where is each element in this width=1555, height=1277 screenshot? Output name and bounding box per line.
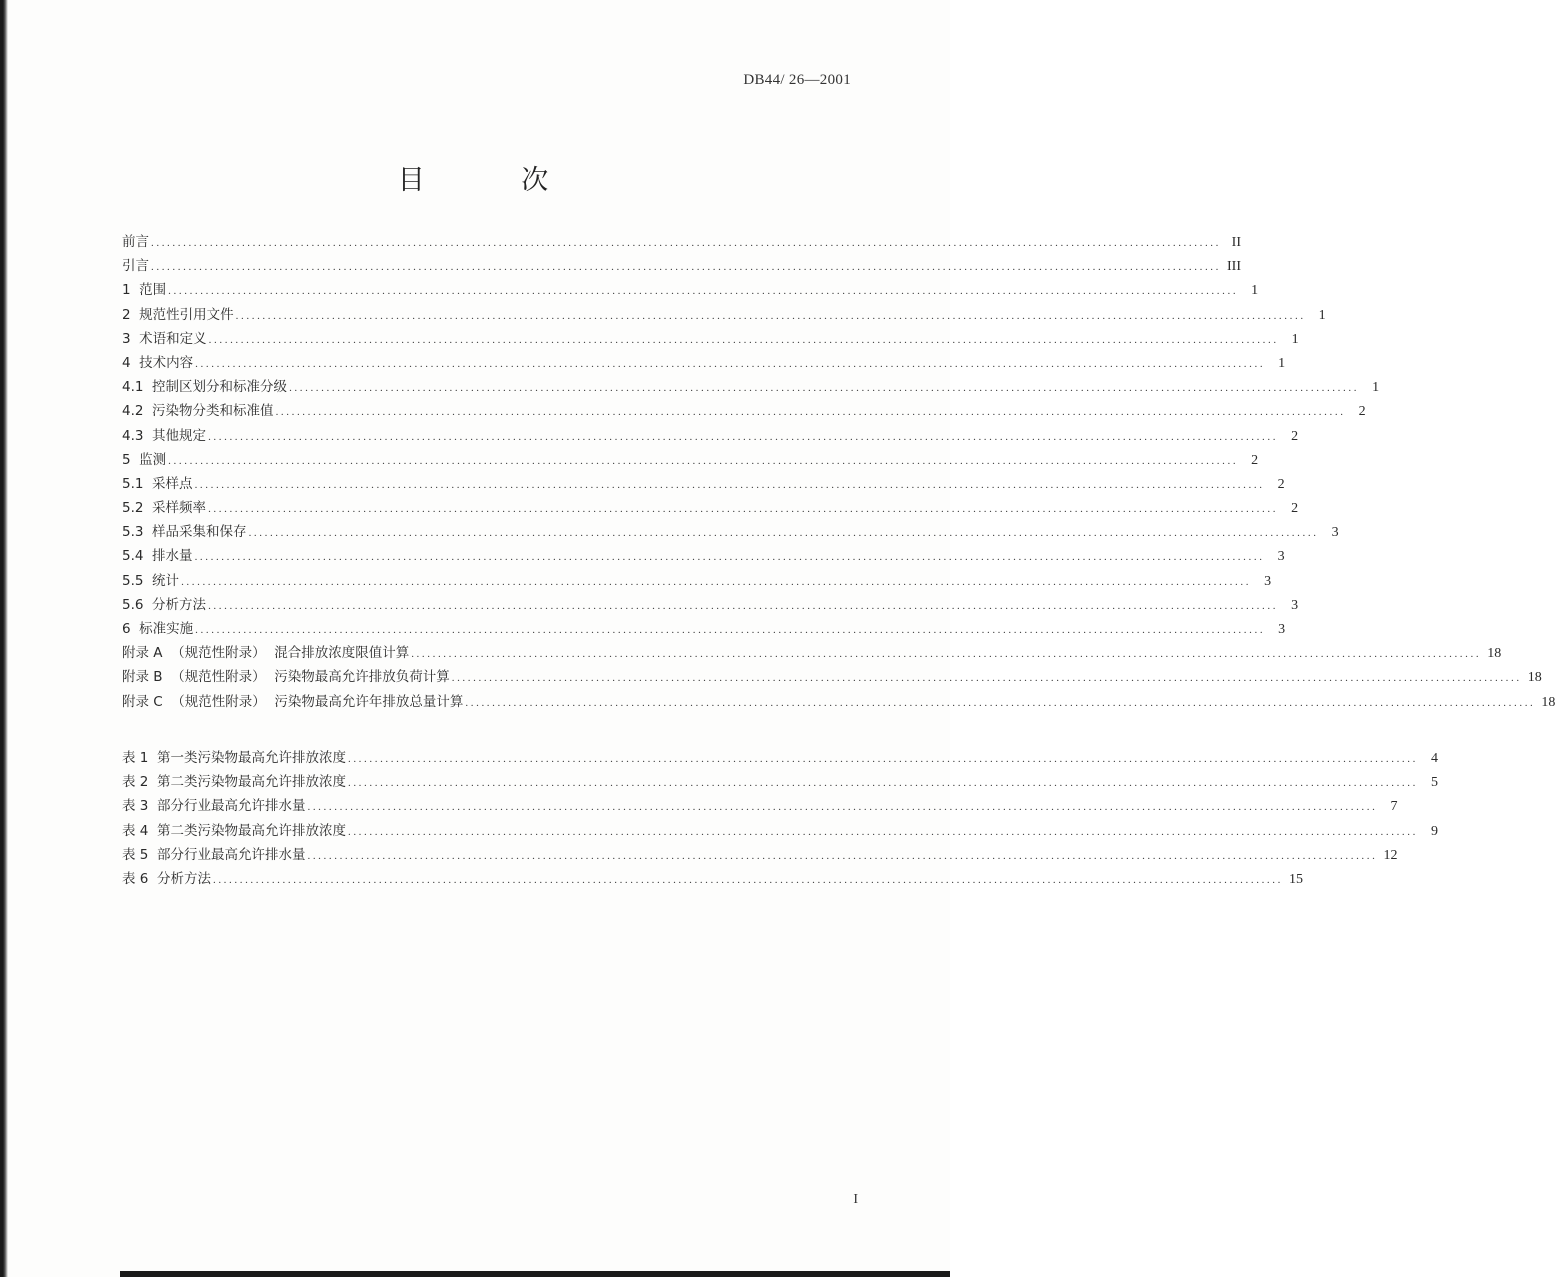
toc-entry-page: 1	[1291, 331, 1299, 347]
toc-entry-label: 表 5 部分行业最高允许排水量	[122, 846, 306, 863]
table-list-entry[interactable]	[122, 794, 1398, 818]
toc-entry[interactable]	[122, 665, 1542, 689]
toc-entry-label: 4 技术内容	[122, 354, 194, 371]
toc-entry-page: 2	[1358, 404, 1366, 420]
toc-entry[interactable]	[122, 472, 1285, 496]
toc-entry-label: 3 术语和定义	[122, 330, 207, 347]
toc-entry[interactable]	[122, 230, 1241, 254]
dot-leader: ........................................................................................................................................................................................................	[307, 801, 1378, 814]
toc-entry-label: 4.3 其他规定	[122, 427, 207, 444]
toc-entry-page: 2	[1277, 476, 1285, 492]
toc-entry-page: 2	[1291, 428, 1299, 444]
toc-entry-label: 5.1 采样点	[122, 475, 193, 492]
toc-entry[interactable]	[122, 641, 1502, 665]
dot-leader: ........................................................................................................................................................................................................	[168, 285, 1239, 298]
dot-leader: ........................................................................................................................................................................................................	[235, 309, 1306, 322]
toc-entry[interactable]	[122, 303, 1326, 327]
toc-entry-page: 1	[1278, 355, 1286, 371]
toc-entry[interactable]	[122, 690, 1555, 714]
toc-entry-label: 附录 B （规范性附录） 污染物最高允许排放负荷计算	[122, 669, 450, 686]
toc-entry-page: 3	[1277, 549, 1285, 565]
toc-entry-page: 12	[1383, 847, 1398, 863]
toc-entry-page: 15	[1288, 871, 1303, 887]
table-list-entry[interactable]	[122, 843, 1398, 867]
toc-entry-label: 5.2 采样频率	[122, 500, 207, 517]
toc-entry-label: 1 范围	[122, 282, 167, 299]
toc-entry-page: 3	[1331, 525, 1339, 541]
toc-entry[interactable]	[122, 399, 1366, 423]
toc-entry-label: 5.4 排水量	[122, 548, 193, 565]
dot-leader: ........................................................................................................................................................................................................	[195, 357, 1266, 370]
toc-entry[interactable]	[122, 617, 1286, 641]
toc-entry-label: 表 6 分析方法	[122, 870, 211, 887]
dot-leader: ........................................................................................................................................................................................................	[275, 406, 1346, 419]
dot-leader: ........................................................................................................................................................................................................	[168, 454, 1239, 467]
toc-entry-page: 18	[1487, 646, 1502, 662]
table-list-entry[interactable]	[122, 746, 1438, 770]
dot-leader: ........................................................................................................................................................................................................	[347, 777, 1418, 790]
toc-entry[interactable]	[122, 448, 1259, 472]
toc-entry-page: 2	[1291, 501, 1299, 517]
table-list-entry[interactable]	[122, 819, 1438, 843]
toc-entry-label: 表 1 第一类污染物最高允许排放浓度	[122, 750, 346, 766]
toc-entry-label: 表 2 第二类污染物最高允许排放浓度	[122, 774, 346, 791]
toc-entry[interactable]	[122, 520, 1339, 544]
toc-entry-page: 7	[1390, 799, 1398, 815]
table-of-contents	[122, 230, 1555, 714]
toc-entry[interactable]	[122, 351, 1286, 375]
toc-entry-page: 18	[1541, 694, 1555, 710]
toc-entry-label: 4.2 污染物分类和标准值	[122, 403, 274, 420]
page-number: I	[853, 1192, 858, 1207]
toc-entry-page: 18	[1527, 670, 1542, 686]
document-code: DB44/ 26—2001	[743, 72, 851, 88]
toc-entry-label: 5 监测	[122, 451, 167, 468]
dot-leader: ........................................................................................................................................................................................................	[465, 696, 1536, 709]
toc-entry-label: 4.1 控制区划分和标准分级	[122, 379, 288, 396]
toc-entry-label: 2 规范性引用文件	[122, 306, 234, 323]
list-of-tables	[122, 746, 1438, 891]
table-list-entry[interactable]	[122, 770, 1438, 794]
dot-leader: ........................................................................................................................................................................................................	[347, 753, 1418, 765]
toc-entry-label: 前言	[122, 234, 149, 250]
dot-leader: ........................................................................................................................................................................................................	[347, 825, 1418, 838]
dot-leader: ........................................................................................................................................................................................................	[195, 624, 1266, 636]
dot-leader: ........................................................................................................................................................................................................	[411, 648, 1482, 661]
dot-leader: ........................................................................................................................................................................................................	[289, 382, 1360, 395]
toc-entry[interactable]	[122, 544, 1285, 568]
toc-entry[interactable]	[122, 327, 1299, 351]
toc-entry-page: II	[1231, 235, 1241, 250]
toc-entry-label: 附录 A （规范性附录） 混合排放浓度限值计算	[122, 645, 410, 662]
toc-entry-label: 附录 C （规范性附录） 污染物最高允许年排放总量计算	[122, 693, 464, 710]
dot-leader: ........................................................................................................................................................................................................	[194, 551, 1265, 564]
dot-leader: ........................................................................................................................................................................................................	[151, 261, 1221, 274]
table-list-entry[interactable]	[122, 867, 1303, 891]
toc-entry-page: 1	[1372, 380, 1380, 396]
dot-leader: ........................................................................................................................................................................................................	[212, 873, 1283, 886]
dot-leader: ........................................................................................................................................................................................................	[194, 478, 1265, 491]
scan-bottom-edge	[120, 1271, 950, 1277]
dot-leader: ........................................................................................................................................................................................................	[208, 503, 1279, 516]
toc-entry-page: 1	[1318, 307, 1326, 323]
toc-entry-page: 3	[1264, 573, 1272, 589]
toc-entry-page: 2	[1251, 452, 1259, 468]
toc-entry[interactable]	[122, 424, 1299, 448]
toc-entry-label: 5.5 统计	[122, 572, 180, 589]
toc-entry-label: 5.6 分析方法	[122, 596, 207, 613]
toc-entry-page: 3	[1278, 622, 1286, 637]
toc-entry[interactable]	[122, 569, 1272, 593]
toc-entry[interactable]	[122, 496, 1299, 520]
toc-entry-page: III	[1227, 259, 1241, 275]
toc-entry[interactable]	[122, 375, 1380, 399]
toc-entry-page: 5	[1430, 775, 1438, 791]
dot-leader: ........................................................................................................................................................................................................	[151, 237, 1221, 249]
toc-entry-label: 5.3 样品采集和保存	[122, 524, 247, 541]
toc-entry[interactable]	[122, 278, 1259, 302]
toc-entry-page: 9	[1430, 823, 1438, 839]
dot-leader: ........................................................................................................................................................................................................	[208, 333, 1279, 346]
dot-leader: ........................................................................................................................................................................................................	[307, 849, 1378, 862]
dot-leader: ........................................................................................................................................................................................................	[248, 527, 1319, 540]
toc-entry-label: 6 标准实施	[122, 621, 194, 637]
toc-entry-page: 1	[1251, 283, 1259, 299]
dot-leader: ........................................................................................................................................................................................................	[181, 575, 1252, 588]
toc-entry[interactable]	[122, 254, 1241, 278]
toc-entry-label: 表 4 第二类污染物最高允许排放浓度	[122, 822, 346, 839]
dot-leader: ........................................................................................................................................................................................................	[451, 672, 1522, 685]
toc-entry-label: 表 3 部分行业最高允许排水量	[122, 798, 306, 815]
toc-entry-page: 3	[1291, 597, 1299, 613]
toc-entry[interactable]	[122, 593, 1299, 617]
toc-entry-label: 引言	[122, 258, 149, 275]
toc-entry-page: 4	[1430, 751, 1438, 766]
dot-leader: ........................................................................................................................................................................................................	[208, 430, 1279, 443]
page-title: 目 次	[397, 165, 593, 196]
dot-leader: ........................................................................................................................................................................................................	[208, 599, 1279, 612]
